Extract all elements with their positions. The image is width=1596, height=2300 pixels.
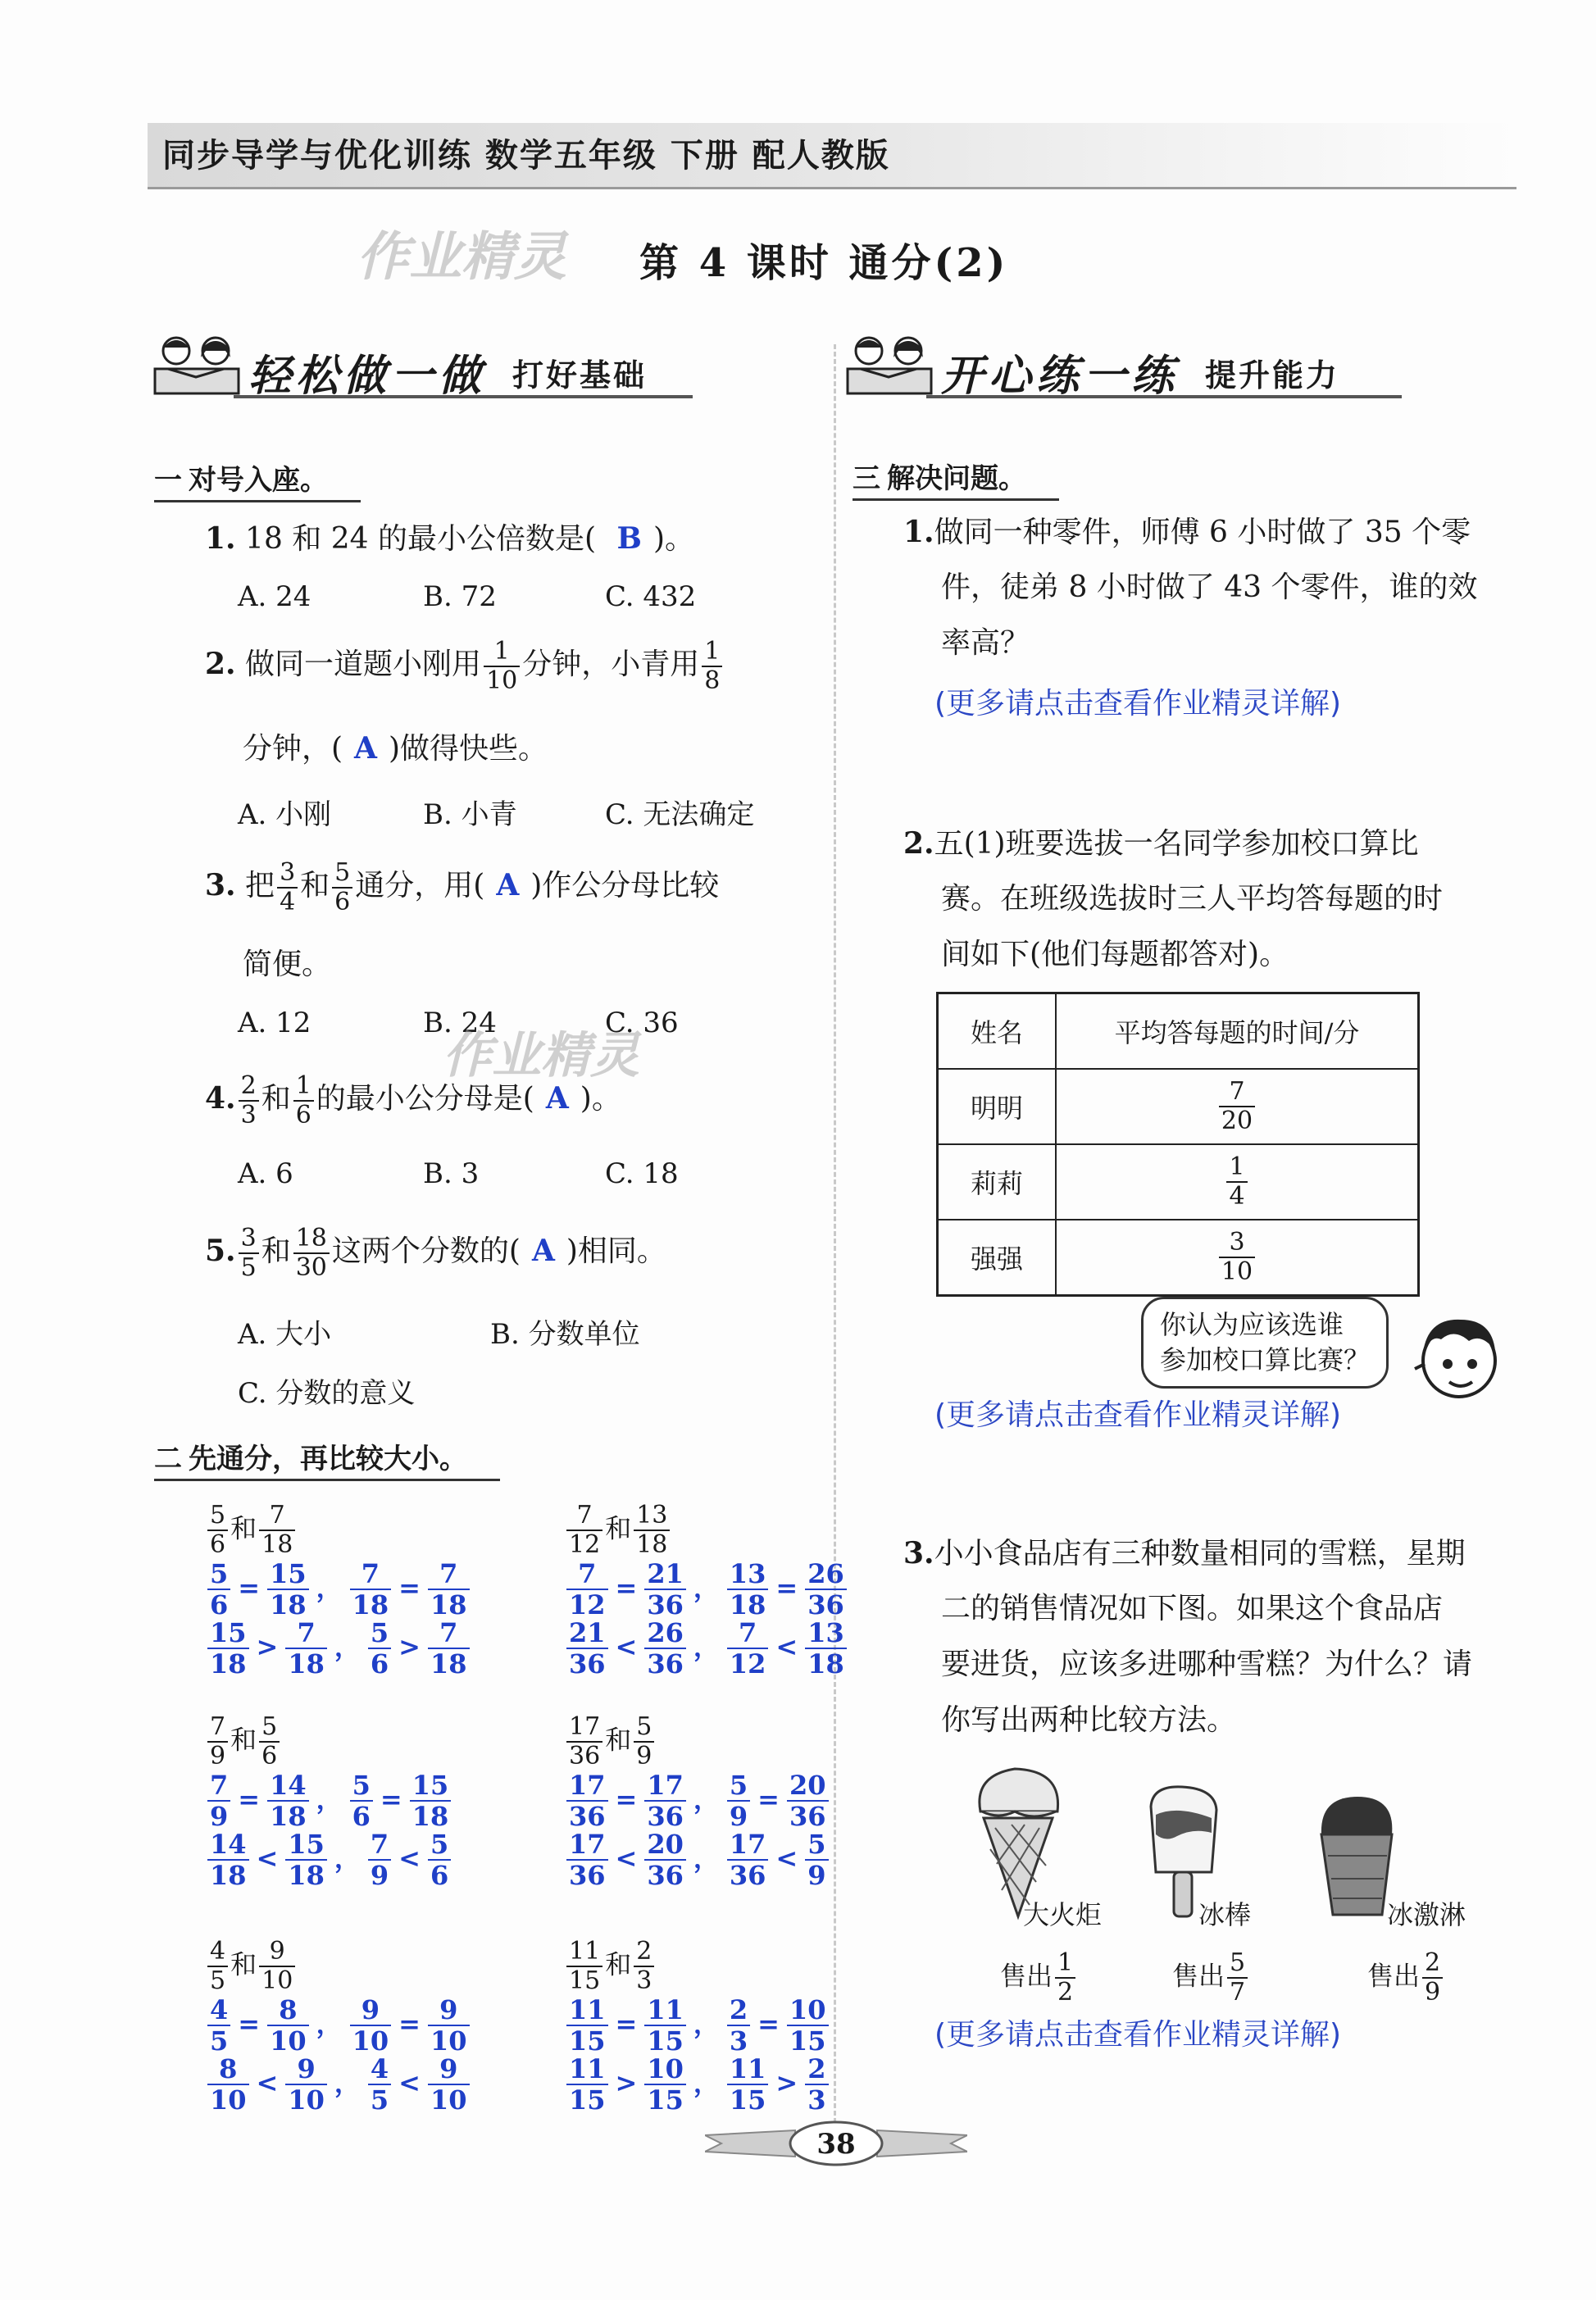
comparison-item — [205, 1501, 472, 1680]
separator: ， — [316, 1783, 343, 1815]
problem-1-line-3: 率高？ — [941, 626, 1030, 660]
calculation-line — [205, 1772, 453, 1830]
fraction: $\frac{21}{36}$ — [644, 1561, 686, 1618]
section-one-heading — [154, 457, 328, 498]
right-section-banner — [844, 328, 1402, 402]
section-two-heading — [154, 1436, 467, 1476]
section-title: 先通分，再比较大小。 — [189, 1443, 467, 1475]
ice-cream-name: 冰激淋 — [1387, 1899, 1466, 1930]
comparison-item — [564, 1712, 831, 1891]
fraction: $\frac{11}{15}$ — [727, 2056, 769, 2113]
fraction: $\frac{15}{18}$ — [267, 1561, 309, 1618]
fraction-pair: $\frac{5}{6}$ 和 $\frac{7}{18}$ — [205, 1503, 472, 1557]
comparison-operator: = — [775, 1571, 798, 1603]
question-number: 3. — [903, 1536, 934, 1570]
kids-reading-icon — [152, 333, 242, 395]
right-banner-rule — [926, 395, 1402, 398]
table-header-row — [938, 993, 1419, 1070]
fraction: $\frac{9}{10}$ — [428, 1997, 470, 2054]
question-2-continued — [243, 730, 548, 769]
fraction: $\frac{5}{9}$ — [805, 1831, 828, 1889]
fraction-pair: $\frac{4}{5}$ 和 $\frac{9}{10}$ — [205, 1939, 472, 1993]
left-section-banner — [152, 328, 693, 402]
question-text: 18 和 24 的最小公倍数是( — [245, 522, 597, 556]
fraction: $\frac{4}{5}$ — [207, 1939, 228, 1993]
fraction: $\frac{5}{6}$ — [259, 1715, 280, 1769]
option-b: B. 24 — [423, 1007, 497, 1039]
question-text: 做同一种零件，师傅 6 小时做了 35 个零 — [934, 516, 1471, 549]
comparison-operator: = — [238, 1571, 261, 1603]
time-value: $\frac{7}{20}$ — [1056, 1069, 1419, 1144]
fraction: $\frac{2}{3}$ — [727, 1997, 750, 2054]
problem-1-line-2: 件，徒弟 8 小时做了 43 个零件，谁的效 — [941, 570, 1478, 604]
calculation-line — [205, 1831, 453, 1889]
sales-label: 售出 $\frac{1}{2}$ — [1000, 1951, 1078, 2005]
comparison-item — [564, 1937, 831, 2116]
question-text: )。 — [652, 522, 694, 556]
fraction: $\frac{11}{15}$ — [566, 1939, 602, 1993]
option-b: B. 72 — [423, 580, 497, 613]
question-1 — [205, 520, 694, 559]
question-number: 2. — [205, 647, 236, 681]
calculation-line — [205, 2053, 472, 2116]
table-row — [938, 1069, 1419, 1144]
bubble-text: 参加校口算比赛？ — [1160, 1344, 1371, 1376]
comparison-operator: < — [615, 1630, 638, 1662]
problem-3 — [903, 1534, 1466, 1574]
page-number: 38 — [816, 2128, 856, 2161]
question-text: 小小食品店有三种数量相同的雪糕，星期 — [934, 1537, 1466, 1570]
question-number: 1. — [903, 515, 934, 549]
calculation-line — [205, 1558, 472, 1620]
question-text: 五(1)班要选拔一名同学参加校口算比 — [934, 827, 1419, 861]
option-a: A. 12 — [238, 1007, 311, 1039]
fraction: $\frac{3}{5}$ — [239, 1226, 259, 1280]
kids-reading-icon — [844, 333, 934, 395]
fraction: $\frac{3}{4}$ — [277, 861, 298, 915]
question-text: )做得快些。 — [388, 732, 548, 766]
fraction-pair: $\frac{7}{9}$ 和 $\frac{5}{6}$ — [205, 1715, 453, 1769]
table-header-cell: 姓名 — [938, 993, 1057, 1070]
fraction: $\frac{17}{36}$ — [566, 1715, 602, 1769]
sales-label: 售出 $\frac{5}{7}$ — [1172, 1951, 1250, 2005]
question-text: 这两个分数的( — [331, 1234, 521, 1268]
watermark-logo: 作业精灵 — [357, 227, 566, 288]
fraction: $\frac{18}{30}$ — [293, 1226, 330, 1280]
comparison-operator: = — [615, 1571, 638, 1603]
question-text: 和 — [261, 1234, 291, 1268]
comparison-operator: = — [615, 2007, 638, 2039]
option-a: A. 6 — [238, 1157, 293, 1190]
option-a: A. 大小 — [238, 1318, 332, 1351]
solution-link[interactable]: (更多请点击查看作业精灵详解) — [934, 2018, 1342, 2052]
student-name: 莉莉 — [938, 1144, 1057, 1220]
option-c: C. 18 — [605, 1157, 679, 1190]
separator: ， — [334, 1842, 361, 1874]
solution-link[interactable]: (更多请点击查看作业精灵详解) — [934, 687, 1342, 720]
calculation-line — [564, 1994, 831, 2057]
comparison-operator: = — [757, 2007, 780, 2039]
fraction: $\frac{1}{6}$ — [293, 1074, 314, 1128]
section-title: 解决问题。 — [887, 462, 1026, 495]
option-a: A. 小刚 — [238, 798, 332, 831]
comparison-operator: = — [238, 1783, 261, 1815]
section-number: 一 — [154, 464, 182, 497]
option-c: C. 分数的意义 — [238, 1377, 416, 1410]
fraction: $\frac{15}{18}$ — [410, 1772, 452, 1830]
fraction: $\frac{8}{10}$ — [207, 2056, 249, 2113]
student-name: 明明 — [938, 1069, 1057, 1144]
calculation-line — [564, 1831, 831, 1889]
option-b: B. 小青 — [423, 798, 517, 831]
ice-cream-name: 大火炬 — [1023, 1899, 1103, 1930]
ice-cream-name: 冰棒 — [1198, 1899, 1252, 1930]
question-text: )。 — [580, 1082, 621, 1116]
table-header-cell: 平均答每题的时间/分 — [1056, 993, 1419, 1070]
table-row — [938, 1220, 1419, 1296]
comparison-operator: = — [757, 1783, 780, 1815]
separator: ， — [693, 1630, 720, 1662]
fraction: $\frac{17}{36}$ — [644, 1772, 686, 1830]
fraction: $\frac{7}{12}$ — [727, 1620, 769, 1677]
fraction: $\frac{20}{36}$ — [644, 1831, 686, 1889]
separator: ， — [334, 1630, 361, 1662]
fraction: $\frac{13}{18}$ — [805, 1620, 847, 1677]
question-number: 5. — [205, 1234, 236, 1268]
calculation-line — [564, 2053, 831, 2116]
fraction: $\frac{2}{3}$ — [239, 1074, 259, 1128]
fraction: $\frac{4}{5}$ — [207, 1997, 230, 2054]
fraction: $\frac{5}{9}$ — [634, 1715, 654, 1769]
comparison-operator: < — [398, 1842, 421, 1874]
question-number: 3. — [205, 868, 236, 902]
separator: ， — [693, 1842, 720, 1874]
question-3-continued: 简便。 — [243, 948, 332, 981]
fraction: $\frac{1}{10}$ — [484, 639, 520, 693]
answer: A — [531, 1234, 555, 1268]
comparison-operator: < — [775, 1630, 798, 1662]
right-banner-subtitle: 提升能力 — [1205, 357, 1340, 393]
question-number: 1. — [205, 521, 236, 556]
bubble-text: 你认为应该选谁 — [1160, 1309, 1344, 1340]
comparison-item — [564, 1501, 849, 1680]
answer: A — [354, 731, 377, 766]
fraction: $\frac{7}{18}$ — [350, 1561, 392, 1618]
option-c: C. 无法确定 — [605, 798, 755, 831]
problem-3-line-2: 二的销售情况如下图。如果这个食品店 — [941, 1592, 1444, 1625]
problem-2-line-2: 赛。在班级选拔时三人平均答每题的时 — [941, 882, 1444, 916]
time-value: $\frac{1}{4}$ — [1056, 1144, 1419, 1220]
question-2 — [205, 639, 725, 693]
comparison-item — [205, 1937, 472, 2116]
section-number: 二 — [154, 1443, 182, 1475]
answer: A — [496, 868, 520, 902]
fraction: $\frac{14}{18}$ — [207, 1831, 249, 1889]
comparison-operator: < — [775, 1842, 798, 1874]
comparison-operator: > — [615, 2066, 638, 2098]
fraction: $\frac{5}{6}$ — [207, 1503, 228, 1557]
option-b: B. 分数单位 — [490, 1318, 640, 1351]
problem-3-line-3: 要进货，应该多进哪种雪糕？为什么？请 — [941, 1648, 1473, 1681]
comparison-operator: > — [256, 1630, 279, 1662]
fraction: $\frac{26}{36}$ — [805, 1561, 847, 1618]
comparison-operator: = — [615, 1783, 638, 1815]
question-text: )作公分母比较 — [530, 869, 720, 902]
column-divider — [834, 344, 836, 2123]
fraction: $\frac{5}{6}$ — [368, 1620, 391, 1677]
comparison-operator: = — [398, 1571, 421, 1603]
fraction-pair: $\frac{7}{12}$ 和 $\frac{13}{18}$ — [564, 1503, 849, 1557]
left-banner-rule — [234, 395, 693, 398]
question-text: 和 — [300, 869, 330, 902]
fraction: $\frac{7}{18}$ — [285, 1620, 327, 1677]
option-b: B. 3 — [423, 1157, 480, 1190]
fraction: $\frac{9}{10}$ — [259, 1939, 295, 1993]
separator: ， — [334, 2066, 361, 2098]
separator: ， — [693, 2066, 720, 2098]
comparison-operator: > — [775, 2066, 798, 2098]
fraction: $\frac{11}{15}$ — [566, 1997, 608, 2054]
fraction: $\frac{10}{15}$ — [787, 1997, 829, 2054]
option-c: C. 36 — [605, 1007, 679, 1039]
question-text: 分钟，( — [243, 732, 343, 766]
fraction: $\frac{14}{18}$ — [267, 1772, 309, 1830]
watermark-logo: 作业精灵 — [443, 1027, 639, 1084]
fraction: $\frac{13}{18}$ — [634, 1503, 670, 1557]
question-number: 4. — [205, 1081, 236, 1116]
fraction: $\frac{1}{8}$ — [702, 639, 722, 693]
time-value: $\frac{3}{10}$ — [1056, 1220, 1419, 1296]
fraction: $\frac{15}{18}$ — [285, 1831, 327, 1889]
question-text: 做同一道题小刚用 — [245, 648, 482, 681]
separator: ， — [693, 1783, 720, 1815]
student-name: 强强 — [938, 1220, 1057, 1296]
question-text: 分钟，小青用 — [522, 648, 700, 681]
calculation-line — [564, 1772, 831, 1830]
fraction: $\frac{5}{6}$ — [428, 1831, 451, 1889]
separator: ， — [693, 2007, 720, 2039]
question-text: 把 — [245, 869, 275, 902]
section-three-heading — [853, 456, 1026, 496]
fraction: $\frac{5}{6}$ — [350, 1772, 373, 1830]
fraction: $\frac{10}{15}$ — [644, 2056, 686, 2113]
section-title: 对号入座。 — [189, 464, 328, 497]
problem-3-line-4: 你写出两种比较方法。 — [941, 1703, 1237, 1737]
comparison-operator: = — [380, 1783, 402, 1815]
fraction: $\frac{9}{10}$ — [428, 2056, 470, 2113]
option-c: C. 432 — [605, 580, 697, 613]
fraction: $\frac{9}{10}$ — [285, 2056, 327, 2113]
fraction: $\frac{2}{3}$ — [805, 2056, 828, 2113]
comparison-operator: < — [398, 2066, 421, 2098]
problem-1 — [903, 513, 1471, 552]
fraction: $\frac{7}{18}$ — [428, 1561, 470, 1618]
option-a: A. 24 — [238, 580, 311, 613]
left-banner-title: 轻松做一做 — [248, 352, 487, 401]
fraction: $\frac{11}{15}$ — [566, 2056, 608, 2113]
lesson-title: 第 4 课时 通分(2) — [639, 240, 1009, 286]
fraction: $\frac{2}{3}$ — [634, 1939, 654, 1993]
question-text: )相同。 — [566, 1234, 666, 1268]
calculation-line — [205, 1994, 472, 2057]
question-text: 的最小公分母是( — [316, 1082, 534, 1116]
fraction: $\frac{17}{36}$ — [727, 1831, 769, 1889]
fraction: $\frac{26}{36}$ — [644, 1620, 686, 1677]
problem-2 — [903, 825, 1419, 864]
comparison-operator: < — [256, 1842, 279, 1874]
fraction: $\frac{15}{18}$ — [207, 1620, 249, 1677]
fraction: $\frac{7}{9}$ — [207, 1715, 228, 1769]
separator: ， — [316, 1571, 343, 1603]
fraction: $\frac{8}{10}$ — [267, 1997, 309, 2054]
question-text: 和 — [261, 1082, 291, 1116]
fraction: $\frac{17}{36}$ — [566, 1772, 608, 1830]
fraction-pair: $\frac{11}{15}$ 和 $\frac{2}{3}$ — [564, 1939, 831, 1993]
question-number: 2. — [903, 826, 934, 861]
comparison-operator: < — [615, 1842, 638, 1874]
fraction: $\frac{7}{9}$ — [368, 1831, 391, 1889]
fraction: $\frac{13}{18}$ — [727, 1561, 769, 1618]
fraction: $\frac{9}{10}$ — [350, 1997, 392, 2054]
calculation-line — [205, 1617, 472, 1680]
calculation-line — [564, 1617, 849, 1680]
comparison-operator: < — [256, 2066, 279, 2098]
fraction: $\frac{7}{18}$ — [428, 1620, 470, 1677]
fraction: $\frac{4}{5}$ — [368, 2056, 391, 2113]
fraction: $\frac{21}{36}$ — [566, 1620, 608, 1677]
right-banner-title: 开心练一练 — [941, 352, 1180, 401]
fraction: $\frac{7}{12}$ — [566, 1561, 608, 1618]
fraction: $\frac{5}{9}$ — [727, 1772, 750, 1830]
comparison-item — [205, 1712, 453, 1891]
comparison-operator: > — [398, 1630, 421, 1662]
comparison-operator: = — [238, 2007, 261, 2039]
fraction: $\frac{5}{6}$ — [332, 861, 352, 915]
fraction: $\frac{17}{36}$ — [566, 1831, 608, 1889]
table-row — [938, 1144, 1419, 1220]
fraction: $\frac{7}{12}$ — [566, 1503, 602, 1557]
boy-face-icon — [1403, 1303, 1510, 1410]
question-text: 通分，用( — [355, 869, 485, 902]
speech-bubble — [1141, 1297, 1389, 1389]
solution-link[interactable]: (更多请点击查看作业精灵详解) — [934, 1398, 1342, 1432]
answer-time-table — [936, 992, 1420, 1297]
answer: A — [545, 1081, 569, 1116]
sales-label: 售出 $\frac{2}{9}$ — [1367, 1951, 1445, 2005]
fraction: $\frac{7}{18}$ — [259, 1503, 295, 1557]
fraction: $\frac{5}{6}$ — [207, 1561, 230, 1618]
question-5 — [205, 1226, 666, 1280]
question-3 — [205, 858, 720, 916]
fraction: $\frac{11}{15}$ — [644, 1997, 686, 2054]
separator: ， — [693, 1571, 720, 1603]
left-banner-subtitle: 打好基础 — [512, 357, 648, 393]
comparison-operator: = — [398, 2007, 421, 2039]
book-title: 同步导学与优化训练 数学五年级 下册 配人教版 — [162, 136, 890, 175]
fraction: $\frac{7}{9}$ — [207, 1772, 230, 1830]
section-number: 三 — [853, 462, 880, 495]
separator: ， — [316, 2007, 343, 2039]
calculation-line — [564, 1558, 849, 1620]
fraction-pair: $\frac{17}{36}$ 和 $\frac{5}{9}$ — [564, 1715, 831, 1769]
question-4 — [205, 1071, 621, 1130]
answer: B — [616, 521, 642, 556]
fraction: $\frac{20}{36}$ — [787, 1772, 829, 1830]
problem-2-line-3: 间如下(他们每题都答对)。 — [941, 938, 1289, 971]
